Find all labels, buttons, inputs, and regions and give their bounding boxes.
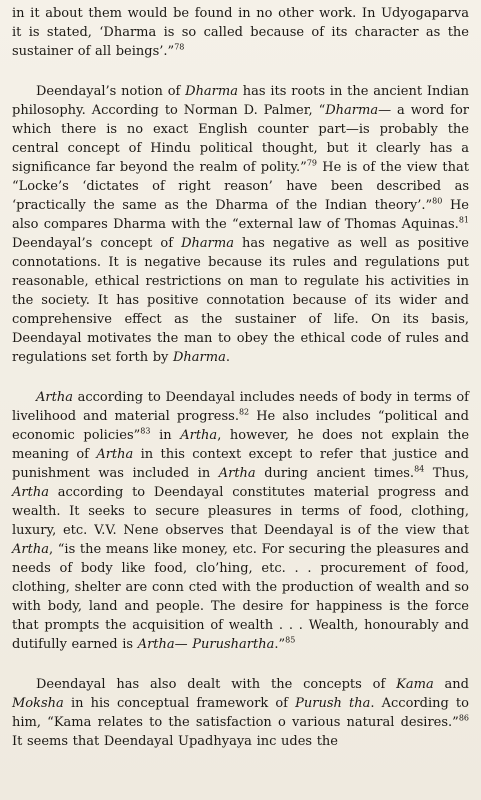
italic-term: Dharma xyxy=(173,350,226,365)
text-run: , “is the means like money, etc. For securing the pleasures and needs of body like food, clo’hing, etc. . . procurement of food, clothing, shelter are conn cted with the production of wealth and so with body, land and people. The desire for happiness is the force that prompts the acquisition of wealth . . . Wealth, honourably and dutifully earned is xyxy=(12,542,469,652)
italic-term: Artha xyxy=(218,466,256,481)
footnote-ref: 78 xyxy=(174,42,185,52)
paragraph-1 xyxy=(12,4,469,61)
text-run: . xyxy=(225,350,230,365)
text-run: Deendayal has also dealt with the concepts of xyxy=(36,677,397,692)
italic-term: Dharma xyxy=(325,103,379,118)
footnote-ref: 81 xyxy=(458,215,469,225)
text-run: He also includes “political and economic policies” xyxy=(12,409,469,443)
text-run: in it about them would be found in no other work. In Udyogaparva it is stated, ‘Dharma is so called because of its character as the sustainer of all beings’.” xyxy=(12,6,469,59)
footnote-ref: 80 xyxy=(432,196,443,206)
italic-term: Moksha xyxy=(12,696,64,711)
text-run: in this context except to refer that justice and punishment was included in xyxy=(12,447,469,481)
footnote-ref: 86 xyxy=(458,713,469,723)
footnote-ref: 84 xyxy=(414,464,425,474)
footnote-ref: 79 xyxy=(306,158,318,168)
italic-term: Artha xyxy=(36,390,73,405)
text-run: He is of the view that “Locke’s ‘dictates of right reason’ have been described as ‘practically the same as the Dharma of the Indian theory’.” xyxy=(12,160,469,213)
text-run: .” xyxy=(274,637,286,652)
text-run: during ancient times. xyxy=(255,466,415,481)
text-run: and xyxy=(433,677,469,692)
italic-term: Artha xyxy=(96,447,134,462)
italic-term: Artha xyxy=(12,485,49,500)
footnote-ref: 85 xyxy=(285,635,296,645)
text-run: He also compares Dharma with the “external law of Thomas Aquinas. xyxy=(12,198,469,232)
text-run: — a word for which there is no exact English counter part—is probably the central concept of Hindu political thought, but it clearly has a significance far beyond the realm of polity.” xyxy=(12,103,470,175)
text-run: according to Deendayal includes needs of body in terms of livelihood and material progress. xyxy=(12,390,469,424)
italic-term: Dharma xyxy=(181,236,234,251)
italic-term: Artha— Purushartha xyxy=(137,637,275,652)
text-run: . According to him, “Kama relates to the satisfaction o various natural desires.” xyxy=(12,696,469,730)
text-run: has its roots in the ancient Indian philosophy. According to Norman D. Palmer, “ xyxy=(12,84,469,118)
paragraph-4 xyxy=(12,675,469,751)
italic-term: Artha xyxy=(12,542,49,557)
text-run: in xyxy=(150,428,181,443)
text-run: Thus, xyxy=(424,466,470,481)
footnote-ref: 83 xyxy=(140,426,151,436)
paragraph-2 xyxy=(12,82,469,367)
footnote-ref: 82 xyxy=(238,407,250,417)
italic-term: Artha xyxy=(180,428,218,443)
italic-term: Kama xyxy=(396,677,434,692)
text-run: according to Deendayal constitutes material progress and wealth. It seeks to secure pleasures in terms of food, clothing, luxury, etc. V.V. Nene observes that Deendayal is of the view that xyxy=(12,485,469,538)
text-run: Deendayal’s notion of xyxy=(36,84,186,99)
text-run: has negative as well as positive connotations. It is negative because its rules and regulations put reasonable, ethical restrictions on man to regulate his activities in the society. It has positive connotation because of its wider and comprehensive effect as the sustainer of life. On its basis, Deendayal motivates the man to obey the ethical code of rules and regulations set forth by xyxy=(12,236,469,365)
text-run: , however, he does not explain the meaning of xyxy=(12,428,470,462)
text-run: Deendayal’s concept of xyxy=(12,236,182,251)
italic-term: Dharma xyxy=(185,84,238,99)
text-run: It seems that Deendayal Upadhyaya inc udes the xyxy=(12,734,338,749)
italic-term: Purush tha xyxy=(295,696,371,711)
text-run: in his conceptual framework of xyxy=(63,696,296,711)
paragraph-3 xyxy=(12,388,469,654)
